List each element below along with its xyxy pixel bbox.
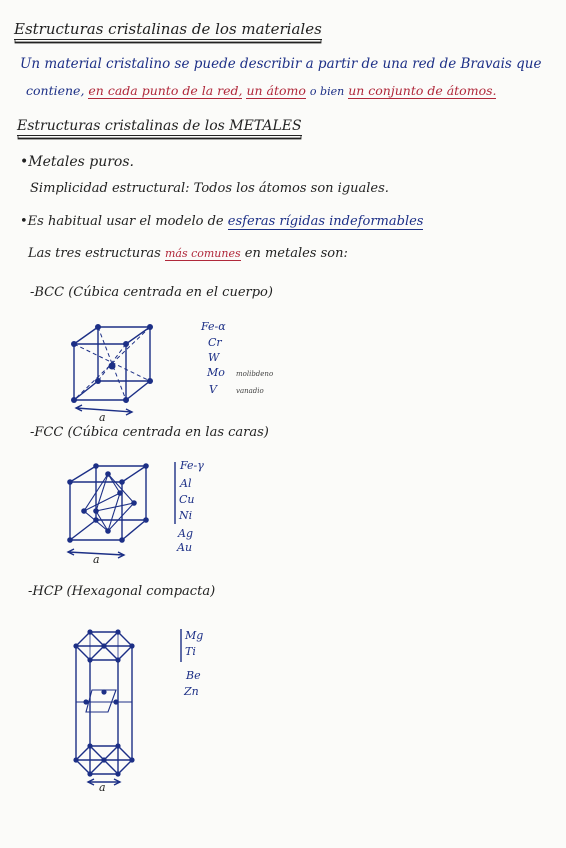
bullet-metales-puros: •Metales puros. <box>20 154 134 170</box>
bcc-note-vanadio: vanadio <box>236 387 264 395</box>
bullet-modelo-text: •Es habitual usar el modelo de <box>20 214 224 229</box>
hcp-metal-be: Be <box>186 669 201 682</box>
bullet-esferas: esferas rígidas indeformables <box>227 214 424 229</box>
bullet-simplicidad: Simplicidad estructural: Todos los átomos son iguales. <box>30 181 389 196</box>
fcc-metal-al: Al <box>180 477 192 490</box>
intro-punto-red: en cada punto de la red, <box>88 83 243 98</box>
bcc-heading: -BCC (Cúbica centrada en el cuerpo) <box>30 285 273 300</box>
bcc-metal-cr: Cr <box>208 336 222 349</box>
intro-line-1: Un material cristalino se puede describir a partir de una red de Bravais que <box>20 56 542 72</box>
fcc-metal-au: Au <box>177 541 193 554</box>
bcc-note-molibdeno: molibdeno <box>236 370 274 378</box>
fcc-metal-cu: Cu <box>179 493 195 506</box>
hcp-metal-ti: Ti <box>185 645 196 658</box>
intro-contiene: contiene, <box>26 83 85 98</box>
fcc-metal-ni: Ni <box>179 509 193 522</box>
tres-c: en metales son: <box>244 246 348 261</box>
bullet-tres-estructuras <box>28 246 348 261</box>
hcp-metal-zn: Zn <box>184 685 199 698</box>
bcc-metal-mo: Mo <box>207 366 225 379</box>
intro-line-2 <box>26 83 496 98</box>
page-title: Estructuras cristalinas de los materiales <box>14 20 322 38</box>
section-heading: Estructuras cristalinas de los METALES <box>17 118 302 134</box>
bullet-modelo <box>20 214 423 229</box>
bcc-metal-v: V <box>209 383 217 396</box>
bcc-metal-w: W <box>208 351 220 364</box>
tres-a: Las tres estructuras <box>28 246 161 261</box>
fcc-heading: -FCC (Cúbica centrada en las caras) <box>30 425 269 440</box>
hcp-heading: -HCP (Hexagonal compacta) <box>28 584 216 599</box>
tres-mas-comunes: más comunes <box>164 247 241 260</box>
fcc-metal-fe: Fe-γ <box>180 459 204 472</box>
hcp-metal-mg: Mg <box>185 629 204 642</box>
hcp-dim-label: a <box>99 781 106 794</box>
intro-o-bien: o bien <box>309 85 345 98</box>
bcc-dim-label: a <box>99 411 106 424</box>
fcc-metal-ag: Ag <box>178 527 193 540</box>
intro-conjunto: un conjunto de átomos. <box>348 83 497 98</box>
fcc-dim-label: a <box>93 553 100 566</box>
intro-atomo: un átomo <box>246 83 306 98</box>
bcc-metal-fe: Fe-α <box>201 320 226 333</box>
